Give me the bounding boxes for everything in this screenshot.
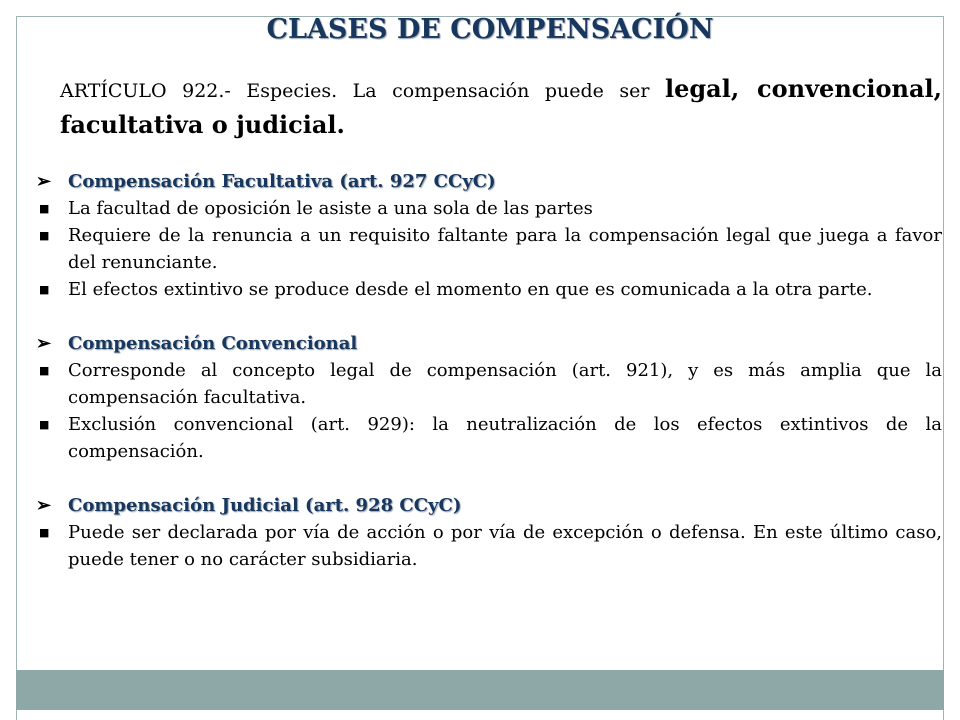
list-item-text: Puede ser declarada por vía de acción o por vía de excepción o defensa. En este último caso, puede tener o no carácter subsidiaria. (68, 522, 942, 570)
list-item (36, 195, 942, 222)
square-bullet-icon: ■ (39, 283, 50, 296)
section-heading (36, 168, 942, 195)
list-item (36, 276, 942, 303)
intro-strong-text: legal, convencional, facultativa o judicial. (60, 74, 942, 139)
arrow-right-icon: ➢ (36, 171, 52, 192)
section-heading (36, 492, 942, 519)
section-heading-text: Compensación Convencional (68, 333, 358, 354)
list-item (36, 411, 942, 465)
arrow-right-icon: ➢ (36, 333, 52, 354)
list-item-text: Requiere de la renuncia a un requisito faltante para la compensación legal que juega a favor del renunciante. (68, 225, 942, 273)
footer-bar (16, 670, 944, 710)
list-item (36, 222, 942, 276)
intro-text: ARTÍCULO 922.- Especies. La compensación puede ser (60, 80, 666, 102)
arrow-right-icon: ➢ (36, 495, 52, 516)
square-bullet-icon: ■ (39, 526, 50, 539)
list-item-text: Exclusión convencional (art. 929): la neutralización de los efectos extintivos de la compensación. (68, 414, 942, 462)
list-item-text: El efectos extintivo se produce desde el momento en que es comunicada a la otra parte. (68, 279, 873, 300)
list-item-text: Corresponde al concepto legal de compensación (art. 921), y es más amplia que la compensación facultativa. (68, 360, 942, 408)
spacer (36, 465, 942, 492)
section-heading (36, 330, 942, 357)
spacer (36, 303, 942, 330)
square-bullet-icon: ■ (39, 202, 50, 215)
section-heading-text: Compensación Judicial (art. 928 CCyC) (68, 495, 462, 516)
slide-title: CLASES DE COMPENSACIÓN (266, 14, 714, 45)
square-bullet-icon: ■ (39, 418, 50, 431)
list-item (36, 519, 942, 573)
list-item-text: La facultad de oposición le asiste a una sola de las partes (68, 198, 593, 219)
slide-content (36, 168, 942, 573)
intro-paragraph (60, 72, 942, 144)
square-bullet-icon: ■ (39, 229, 50, 242)
section-heading-text: Compensación Facultativa (art. 927 CCyC) (68, 171, 496, 192)
square-bullet-icon: ■ (39, 364, 50, 377)
list-item (36, 357, 942, 411)
